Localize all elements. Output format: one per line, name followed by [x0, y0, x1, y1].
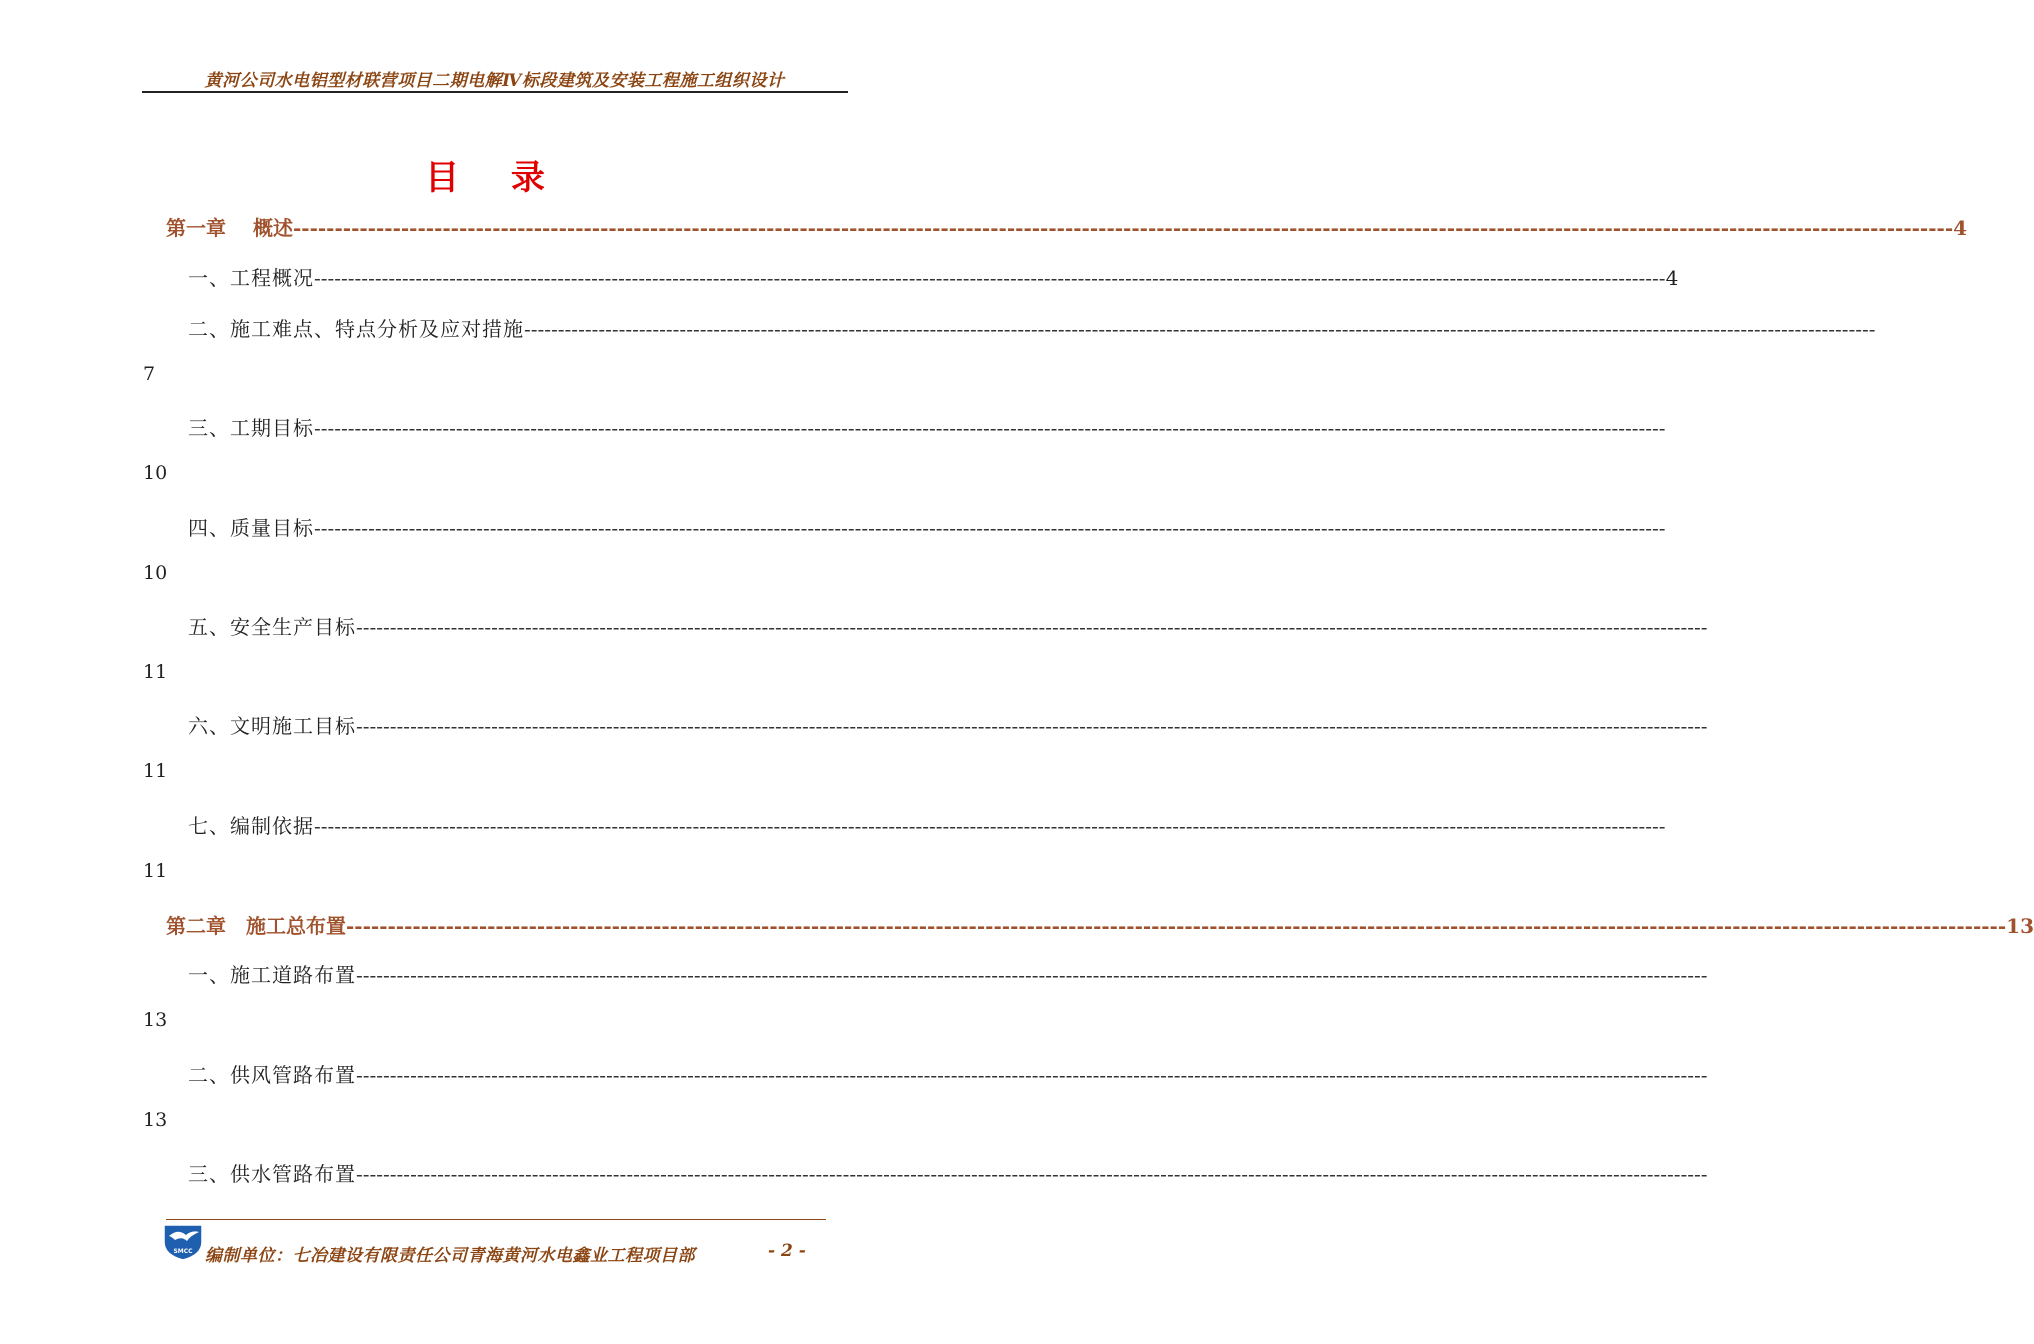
toc-page: 11: [143, 661, 168, 683]
toc-page: 13: [143, 1109, 168, 1131]
toc-chapter-1[interactable]: [166, 212, 1968, 241]
toc-label: 三、工期目标: [188, 416, 314, 440]
header-title: 黄河公司水电铝型材联营项目二期电解Ⅳ标段建筑及安装工程施工组织设计: [204, 71, 785, 91]
toc-entry[interactable]: [188, 959, 1708, 988]
toc-title: 目 录: [425, 158, 565, 198]
toc-entry[interactable]: [188, 262, 1680, 291]
toc-page: 4: [1665, 266, 1680, 290]
footer-compiler: 编制单位：七冶建设有限责任公司青海黄河水电鑫业工程项目部: [205, 1246, 695, 1266]
toc-label: 一、工程概况: [188, 266, 314, 290]
toc-entry[interactable]: [188, 412, 1666, 441]
toc-page: 11: [143, 760, 168, 782]
toc-leader: --------------------------------------------------------------------------------------------------------------------------------------------------------------------------------------------------------: [356, 1063, 1708, 1087]
toc-leader: --------------------------------------------------------------------------------------------------------------------------------------------------------------------------------------------------------: [314, 516, 1666, 540]
header-rule: [142, 91, 848, 93]
toc-leader: --------------------------------------------------------------------------------------------------------------------------------------------------------------------------------------------------------: [314, 266, 1666, 290]
toc-leader: --------------------------------------------------------------------------------------------------------------------------------------------------------------------------------------------------------: [314, 814, 1666, 838]
toc-label: 六、文明施工目标: [188, 714, 356, 738]
toc-page: 13: [2006, 914, 2034, 938]
toc-entry[interactable]: [188, 313, 1876, 342]
toc-leader: --------------------------------------------------------------------------------------------------------------------------------------------------------------------------------------------------------: [356, 714, 1708, 738]
toc-label: 三、供水管路布置: [188, 1162, 356, 1186]
toc-page: 10: [143, 462, 168, 484]
toc-label: 第一章 概述: [166, 216, 293, 240]
toc-chapter-2[interactable]: [166, 910, 2034, 939]
footer-page-number: - 2 -: [768, 1241, 806, 1261]
toc-page: 7: [143, 363, 156, 385]
toc-page: 10: [143, 562, 168, 584]
toc-label: 第二章 施工总布置: [166, 914, 346, 938]
logo-text: SMCC: [173, 1248, 193, 1255]
company-logo-icon: [160, 1222, 206, 1262]
toc-entry[interactable]: [188, 611, 1708, 640]
toc-page: 11: [143, 860, 168, 882]
toc-leader: --------------------------------------------------------------------------------------------------------------------------------------------------------------------------------------------------------: [356, 963, 1708, 987]
toc-entry[interactable]: [188, 810, 1666, 839]
toc-leader: --------------------------------------------------------------------------------------------------------------------------------------------------------------------------------------------------------: [356, 615, 1708, 639]
toc-leader: --------------------------------------------------------------------------------------------------------------------------------------------------------------------------------------------------------: [292, 216, 1954, 240]
toc-label: 二、施工难点、特点分析及应对措施: [188, 317, 524, 341]
toc-entry[interactable]: [188, 1158, 1708, 1187]
toc-entry[interactable]: [188, 1059, 1708, 1088]
toc-page: 4: [1953, 216, 1968, 240]
toc-leader: --------------------------------------------------------------------------------------------------------------------------------------------------------------------------------------------------------: [356, 1162, 1708, 1186]
toc-label: 七、编制依据: [188, 814, 314, 838]
toc-label: 五、安全生产目标: [188, 615, 356, 639]
toc-entry[interactable]: [188, 512, 1666, 541]
toc-label: 二、供风管路布置: [188, 1063, 356, 1087]
toc-label: 四、质量目标: [188, 516, 314, 540]
toc-label: 一、施工道路布置: [188, 963, 356, 987]
footer-rule: [166, 1219, 826, 1220]
toc-leader: --------------------------------------------------------------------------------------------------------------------------------------------------------------------------------------------------------: [314, 416, 1666, 440]
toc-leader: --------------------------------------------------------------------------------------------------------------------------------------------------------------------------------------------------------: [346, 914, 2007, 938]
toc-leader: --------------------------------------------------------------------------------------------------------------------------------------------------------------------------------------------------------: [524, 317, 1876, 341]
toc-page: 13: [143, 1009, 168, 1031]
toc-entry[interactable]: [188, 710, 1708, 739]
